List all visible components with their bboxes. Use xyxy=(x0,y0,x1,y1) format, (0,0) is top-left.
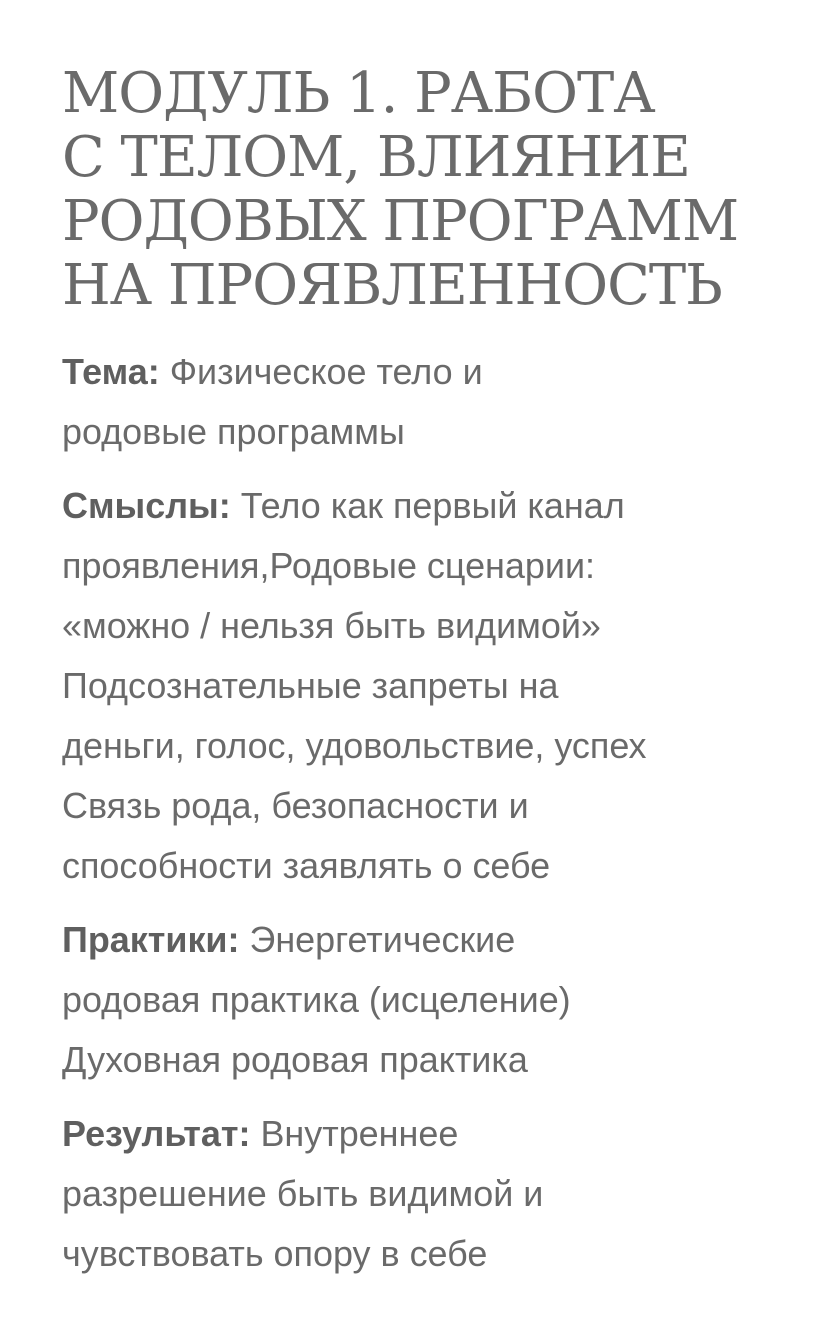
result-text: Внутреннее xyxy=(250,1113,459,1154)
module-title-line: НА ПРОЯВЛЕННОСТЬ xyxy=(62,253,722,318)
module-card xyxy=(62,62,782,1284)
result-label: Результат: xyxy=(62,1113,251,1154)
meanings-text: Тело как первый канал xyxy=(230,485,625,526)
meanings-text: Подсознательные запреты на xyxy=(62,665,559,706)
module-title-line: С ТЕЛОМ, ВЛИЯНИЕ xyxy=(62,125,690,190)
practices-text: родовая практика (исцеление) xyxy=(62,979,571,1020)
practices-section xyxy=(62,910,782,1090)
topic-text: родовые программы xyxy=(62,411,405,452)
module-title-line: РОДОВЫХ ПРОГРАММ xyxy=(62,189,739,254)
meanings-first-line xyxy=(62,476,782,536)
result-text: чувствовать опору в себе xyxy=(62,1233,488,1274)
meanings-text: Связь рода, безопасности и xyxy=(62,785,529,826)
result-text: разрешение быть видимой и xyxy=(62,1173,544,1214)
module-title xyxy=(62,62,782,318)
meanings-text: способности заявлять о себе xyxy=(62,845,551,886)
meanings-text: «можно / нельзя быть видимой» xyxy=(62,605,601,646)
module-title-line: МОДУЛЬ 1. РАБОТА xyxy=(62,61,655,126)
meanings-text: проявления,Родовые сценарии: xyxy=(62,545,596,586)
topic-label: Тема: xyxy=(62,351,160,392)
topic-first-line xyxy=(62,342,782,402)
meanings-section xyxy=(62,476,782,896)
result-first-line xyxy=(62,1104,782,1164)
practices-label: Практики: xyxy=(62,919,240,960)
meanings-text: деньги, голос, удовольствие, успех xyxy=(62,725,647,766)
result-section xyxy=(62,1104,782,1284)
practices-text: Духовная родовая практика xyxy=(62,1039,528,1080)
practices-text: Энергетические xyxy=(239,919,516,960)
topic-section xyxy=(62,342,782,462)
practices-first-line xyxy=(62,910,782,970)
meanings-label: Смыслы: xyxy=(62,485,231,526)
topic-text: Физическое тело и xyxy=(159,351,483,392)
